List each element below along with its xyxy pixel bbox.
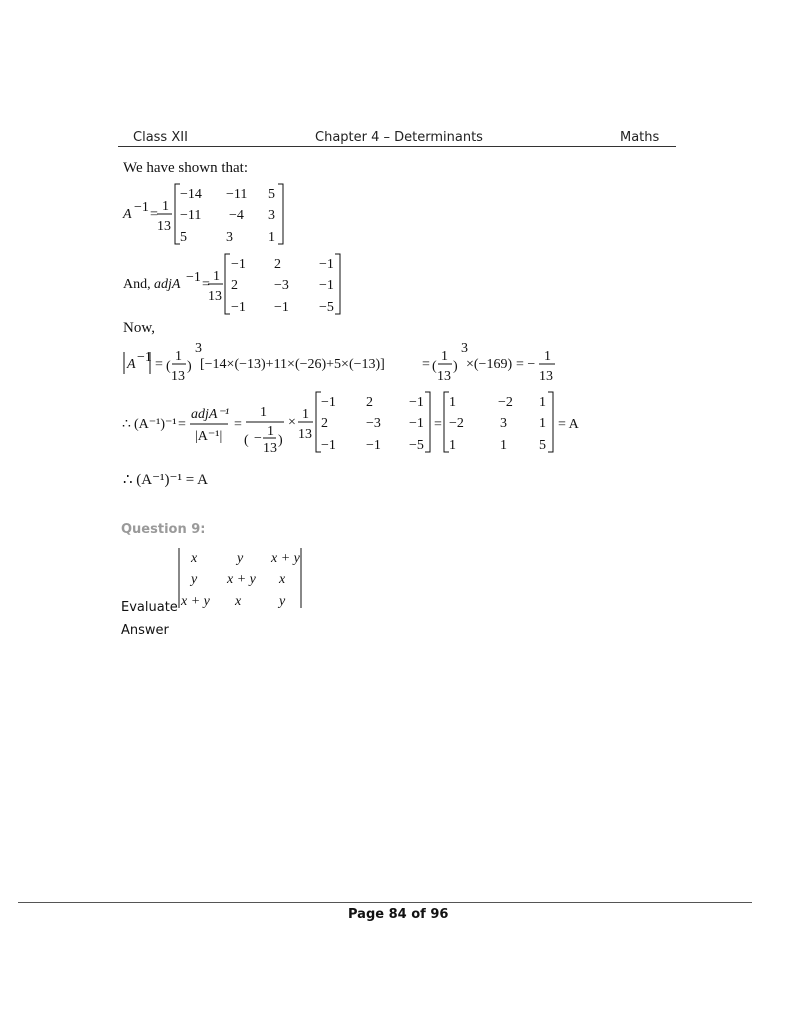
m1-cell: −1 xyxy=(321,438,336,453)
inverse-inverse-equation xyxy=(118,388,588,462)
svg-text:=: = xyxy=(434,417,442,432)
svg-text:): ) xyxy=(453,359,458,374)
conclusion: ∴ (A⁻¹)⁻¹ = A xyxy=(123,472,208,488)
det-power: 3 xyxy=(195,341,202,356)
frac1-den-den: 13 xyxy=(263,441,277,456)
svg-text:=: = xyxy=(422,357,430,372)
inverse-cell: 5 xyxy=(268,187,275,202)
m1-cell: 2 xyxy=(321,416,328,431)
svg-text:): ) xyxy=(187,359,192,374)
inverse-cell: 3 xyxy=(268,208,275,223)
m1-cell: −3 xyxy=(366,416,381,431)
answer-label: Answer xyxy=(121,623,169,638)
svg-text:−: − xyxy=(254,431,262,446)
page-number: Page 84 of 96 xyxy=(348,907,449,922)
svg-text:(: ( xyxy=(244,433,249,448)
svg-text:=: = xyxy=(234,417,242,432)
q-cell: x + y xyxy=(181,594,210,609)
frac1-den-num: 1 xyxy=(267,424,274,439)
inv-inv-lhs: (A⁻¹)⁻¹ xyxy=(134,417,177,432)
adj-cell: −1 xyxy=(274,300,289,315)
m2-cell: 5 xyxy=(539,438,546,453)
m1-cell: −5 xyxy=(409,438,424,453)
m1-cell: −1 xyxy=(321,395,336,410)
det-expansion: [−14×(−13)+11×(−26)+5×(−13)] xyxy=(200,357,385,372)
adj-cell: −1 xyxy=(231,257,246,272)
svg-text:1: 1 xyxy=(441,349,448,364)
inv-inv-times: × xyxy=(288,415,296,430)
m2-cell: −2 xyxy=(449,416,464,431)
svg-text:=: = xyxy=(202,277,210,292)
header-chapter: Chapter 4 – Determinants xyxy=(315,130,483,145)
q-cell: x xyxy=(279,572,286,587)
det-result: = − xyxy=(516,357,536,372)
det-lhs: A xyxy=(127,357,136,372)
m2-cell: −2 xyxy=(498,395,513,410)
m1-cell: −1 xyxy=(409,416,424,431)
inverse-frac-den: 13 xyxy=(157,219,171,234)
header-class: Class XII xyxy=(133,130,188,145)
adj-frac-num: 1 xyxy=(213,269,220,284)
inv-inv-num: adjA⁻¹ xyxy=(191,407,230,422)
adj-cell: −1 xyxy=(319,278,334,293)
inverse-cell: 3 xyxy=(226,230,233,245)
m1-cell: −1 xyxy=(409,395,424,410)
question-determinant xyxy=(175,544,310,612)
m2-cell: 3 xyxy=(500,416,507,431)
frac2-den: 13 xyxy=(298,427,312,442)
inverse-frac-num: 1 xyxy=(162,199,169,214)
header-rule xyxy=(118,146,676,147)
now-text: Now, xyxy=(123,320,155,336)
det-power-2: 3 xyxy=(461,341,468,356)
m1-cell: 2 xyxy=(366,395,373,410)
determinant-equation xyxy=(118,340,568,388)
svg-text:(: ( xyxy=(166,359,171,374)
adj-cell: 2 xyxy=(274,257,281,272)
svg-text:1: 1 xyxy=(544,349,551,364)
m2-cell: 1 xyxy=(449,395,456,410)
m2-cell: 1 xyxy=(539,395,546,410)
svg-text:(: ( xyxy=(432,359,437,374)
adj-cell: −1 xyxy=(319,257,334,272)
adj-cell: −3 xyxy=(274,278,289,293)
m2-cell: 1 xyxy=(500,438,507,453)
inverse-equation xyxy=(118,180,298,250)
adj-lhs: adjA xyxy=(154,277,181,292)
q-cell: x + y xyxy=(227,572,256,587)
therefore: ∴ xyxy=(122,417,131,432)
footer-rule xyxy=(18,902,752,903)
svg-text:=: = xyxy=(178,417,186,432)
svg-text:13: 13 xyxy=(437,369,451,384)
adj-frac-den: 13 xyxy=(208,289,222,304)
adj-sup: −1 xyxy=(186,270,201,285)
adj-equation xyxy=(118,250,348,318)
det-sup: −1 xyxy=(137,350,152,365)
svg-text:13: 13 xyxy=(539,369,553,384)
svg-text:): ) xyxy=(278,433,283,448)
inverse-cell: −4 xyxy=(229,208,244,223)
adj-cell: −5 xyxy=(319,300,334,315)
q-cell: x + y xyxy=(271,551,300,566)
svg-text:=: = xyxy=(155,357,163,372)
intro-text: We have shown that: xyxy=(123,160,249,176)
adj-cell: −1 xyxy=(231,300,246,315)
inverse-cell: −11 xyxy=(226,187,248,202)
inverse-cell: −11 xyxy=(180,208,202,223)
inverse-cell: 1 xyxy=(268,230,275,245)
adj-cell: 2 xyxy=(231,278,238,293)
m2-cell: 1 xyxy=(539,416,546,431)
svg-text:1: 1 xyxy=(175,349,182,364)
q-cell: y xyxy=(279,594,286,609)
inv-inv-den: |A⁻¹| xyxy=(195,429,223,444)
inverse-lhs: A xyxy=(123,207,132,222)
inverse-cell: 5 xyxy=(180,230,187,245)
det-times: ×(−169) xyxy=(466,357,513,372)
q-cell: x xyxy=(235,594,242,609)
m1-cell: −1 xyxy=(366,438,381,453)
frac1-num: 1 xyxy=(260,405,267,420)
q-cell: x xyxy=(191,551,198,566)
inverse-cell: −14 xyxy=(180,187,202,202)
header-subject: Maths xyxy=(620,130,660,145)
svg-text:13: 13 xyxy=(171,369,185,384)
m2-cell: 1 xyxy=(449,438,456,453)
frac2-num: 1 xyxy=(302,407,309,422)
adj-prefix: And, xyxy=(123,277,151,292)
question-title: Question 9: xyxy=(121,522,206,537)
svg-text:=: = xyxy=(150,207,158,222)
inverse-sup: −1 xyxy=(134,200,149,215)
q-cell: y xyxy=(191,572,198,587)
inv-inv-rhs: = A xyxy=(558,417,579,432)
q-cell: y xyxy=(237,551,244,566)
evaluate-label: Evaluate xyxy=(121,600,178,615)
